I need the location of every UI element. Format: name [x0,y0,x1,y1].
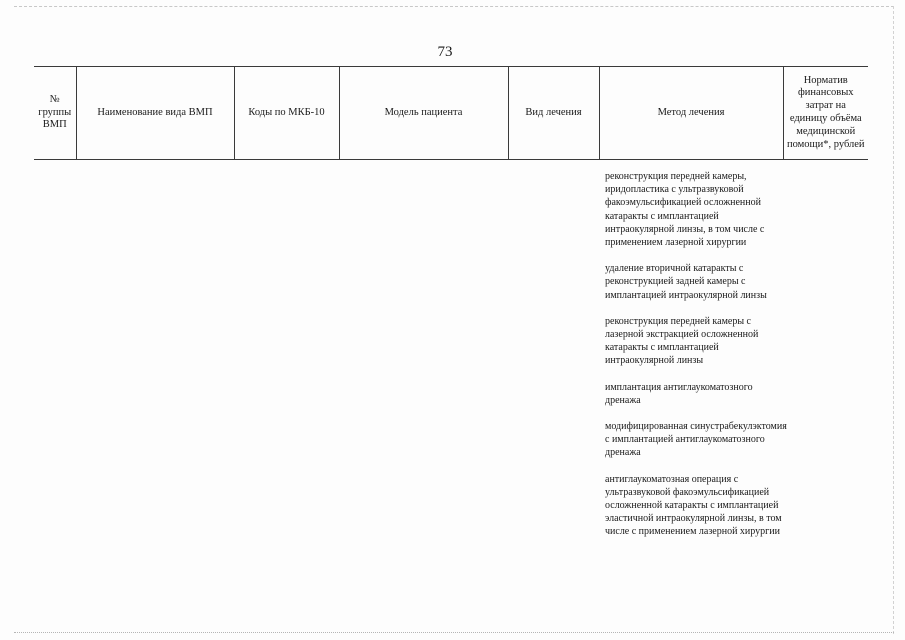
treatment-method-column [605,170,790,552]
column-header-cost-standard: Норматив финансовых затрат на единицу объёма медицинской помощи*, рублей [783,67,868,160]
method-item-anterior-chamber-phaco: реконструкция передней камеры, иридопластика с ультразвуковой факоэмульсификацией осложненной катаракты с имплантацией интраокулярной линзы, в том числе с применением лазерной хирургии [605,171,765,249]
scan-edge-right [893,6,895,634]
page-number: 73 [437,44,453,60]
method-item-anterior-chamber-laser: реконструкция передней камеры с лазерной экстракцией осложненной катаракты с имплантацией интраокулярной линзы [605,315,759,367]
method-item-sinustrabeculectomy: модифицированная синустрабекулэктомия с имплантацией антиглаукоматозного дренажа [605,421,787,459]
table-header [34,66,868,160]
scan-edge-bottom [14,632,894,634]
method-item-antiglaucoma-phaco: антиглаукоматозная операция с ультразвуковой факоэмульсификацией осложненной катаракты с имплантацией эластичной интраокулярной линзы, в том числе с применением лазерной хирургии [605,473,782,538]
column-header-patient-model: Модель пациента [339,67,508,160]
column-header-icd10-codes: Коды по МКБ-10 [234,67,339,160]
scan-edge-top [14,6,894,8]
method-item-secondary-cataract: удаление вторичной катаракты с реконструкцией задней камеры с имплантацией интраокулярной линзы [605,263,767,301]
column-header-vmp-name: Наименование вида ВМП [76,67,234,160]
table-header-row [34,67,868,160]
column-header-treatment-method: Метод лечения [599,67,783,160]
method-item-glaucoma-drainage: имплантация антиглаукоматозного дренажа [605,381,753,406]
column-header-group-number: № группы ВМП [34,67,76,160]
column-header-treatment-type: Вид лечения [508,67,599,160]
